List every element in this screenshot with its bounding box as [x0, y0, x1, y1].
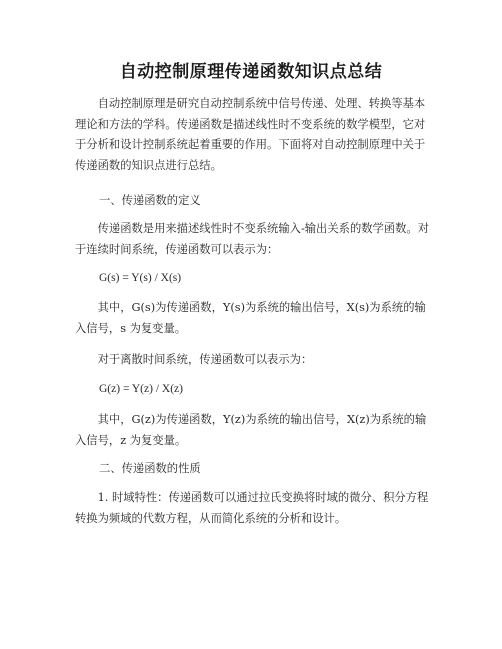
discrete-explanation-paragraph: 其中，G(z)为传递函数，Y(z)为系统的输出信号，X(z)为系统的输入信号，z 为复变量。 — [75, 413, 427, 447]
definition-paragraph: 传递函数是用来描述线性时不变系统输入-输出关系的数学函数。对于连续时间系统，传递函数可以表示为： — [75, 222, 430, 256]
formula-continuous: G(s) = Y(s) / X(s) — [99, 272, 182, 284]
formula-discrete: G(z) = Y(z) / X(z) — [99, 383, 183, 395]
document-title: 自动控制原理传递函数知识点总结 — [119, 62, 383, 82]
section-heading-definition: 一、传递函数的定义 — [99, 194, 201, 207]
section-heading-properties: 二、传递函数的性质 — [99, 462, 201, 475]
discrete-intro-paragraph: 对于离散时间系统，传递函数可以表示为： — [97, 353, 313, 366]
time-domain-paragraph: 1. 时域特性：传递函数可以通过拉氏变换将时域的微分、积分方程转换为频域的代数方程，从而简化系统的分析和设计。 — [75, 491, 429, 525]
continuous-explanation-paragraph: 其中，G(s)为传递函数，Y(s)为系统的输出信号，X(s)为系统的输入信号，s 为复变量。 — [75, 301, 426, 335]
intro-paragraph: 自动控制原理是研究自动控制系统中信号传递、处理、转换等基本理论和方法的学科。传递函数是描述线性时不变系统的数学模型，它对于分析和设计控制系统起着重要的作用。下面将对自动控制原理中关于传递函数的知识点进行总结。 — [75, 97, 426, 172]
